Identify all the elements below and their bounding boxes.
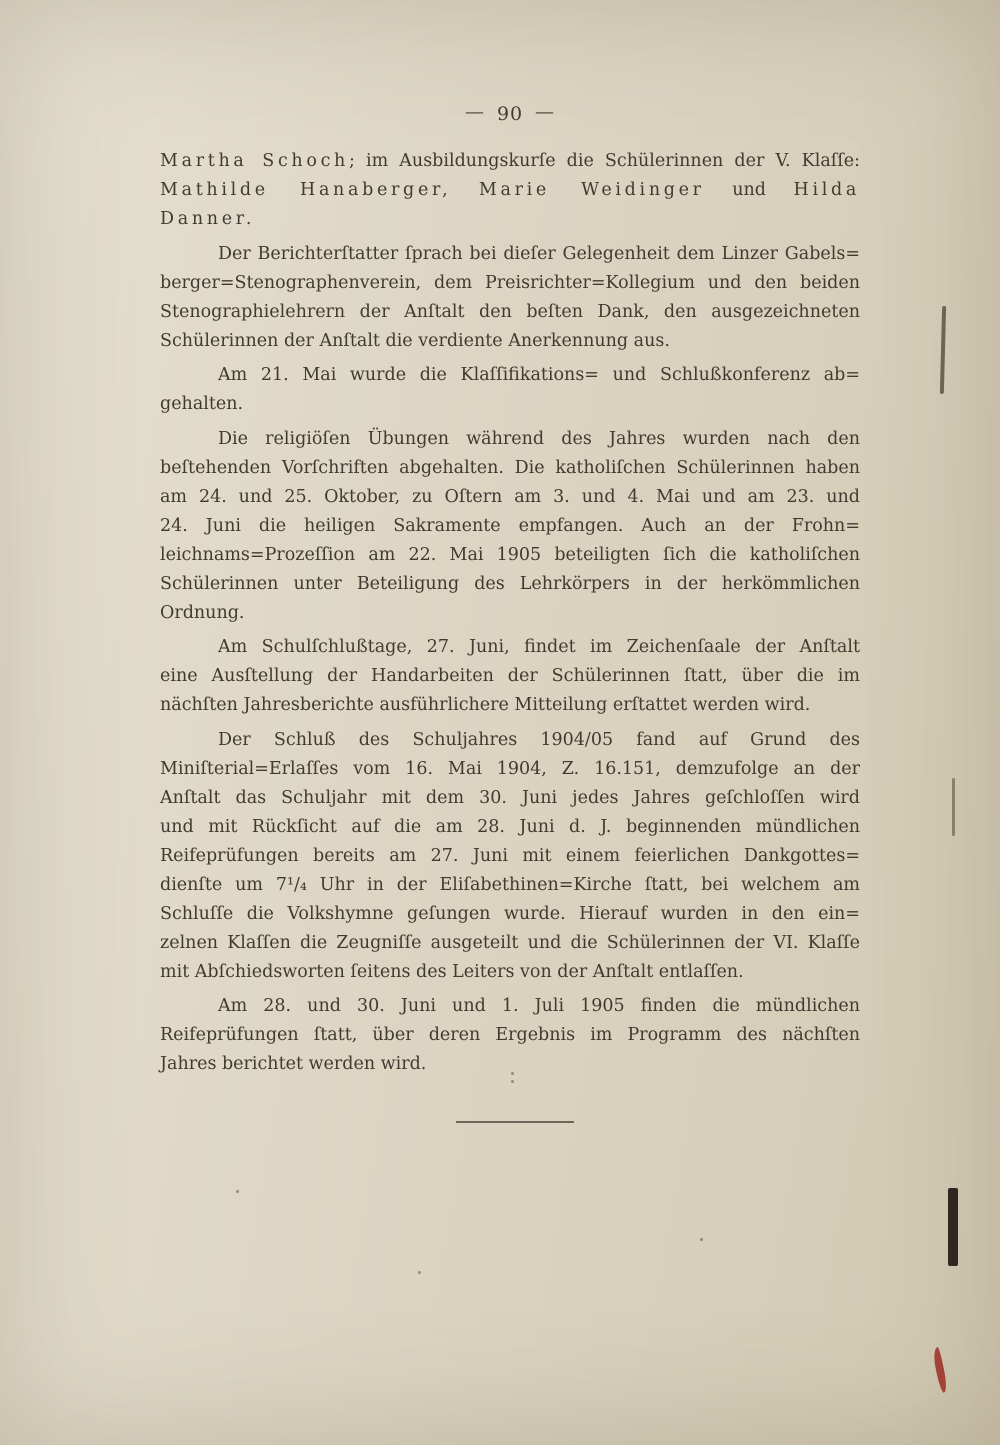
text-line: [160, 390, 860, 419]
scan-ink-mark: [940, 306, 946, 394]
text-line: [160, 755, 860, 784]
text-line: [160, 842, 860, 871]
text-line: [160, 570, 860, 599]
text-run: beſtehenden Vorſchriften abgehalten. Die katholiſchen Schülerinnen haben: [160, 457, 860, 478]
text-line: [160, 992, 860, 1021]
text-run: Stenographielehrern der Anſtalt den beſten Dank, den ausgezeichneten: [160, 301, 860, 322]
text-run: Danner.: [160, 209, 256, 229]
text-run: Ordnung.: [160, 602, 245, 623]
text-line: [160, 147, 860, 176]
scan-speck: [236, 1190, 239, 1193]
text-run: Hilda: [793, 180, 860, 200]
text-run: Am Schulſchlußtage, 27. Juni, findet im Zeichenſaale der Anſtalt: [218, 637, 860, 657]
text-run: Jahres berichtet werden wird.: [160, 1054, 427, 1074]
text-run: Schülerinnen unter Beteiligung des Lehrkörpers in der herkömmlichen: [160, 573, 860, 594]
text-run: Am 28. und 30. Juni und 1. Juli 1905 finden die mündlichen: [218, 996, 860, 1016]
text-line: [160, 784, 860, 813]
text-run: zelnen Klaſſen die Zeugniſſe ausgeteilt und die Schülerinnen der VI. Klaſſe: [160, 932, 860, 953]
text-run: [451, 180, 479, 200]
text-line: [160, 813, 860, 842]
text-line: [160, 361, 860, 390]
scan-speck: [418, 1271, 421, 1274]
text-line: [160, 483, 860, 512]
text-run: Martha Schoch: [160, 151, 349, 171]
text-line: [160, 298, 860, 327]
text-run: Anſtalt das Schuljahr mit dem 30. Juni jedes Jahres geſchloſſen wird: [160, 787, 860, 808]
text-run: und: [704, 180, 794, 200]
text-block: [160, 147, 860, 1085]
text-run: Mathilde Hanaberger,: [160, 180, 452, 200]
text-line: [160, 1050, 860, 1079]
scan-speck: [511, 1080, 514, 1083]
scan-binding-mark: [948, 1188, 958, 1266]
text-run: 24. Juni die heiligen Sakramente empfangen. Auch an der Frohn=: [160, 515, 860, 536]
text-run: Die religiöſen Übungen während des Jahres wurden nach den: [218, 428, 860, 449]
text-run: Reifeprüfungen bereits am 27. Juni mit einem feierlichen Dankgottes=: [160, 845, 860, 866]
text-line: [160, 205, 860, 234]
text-run: Miniſterial=Erlaſſes vom 16. Mai 1904, Z. 16.151, demzufolge an der: [160, 758, 860, 779]
text-run: mit Abſchiedsworten ſeitens des Leiters von der Anſtalt entlaſſen.: [160, 961, 744, 982]
page-number: 90: [496, 103, 524, 125]
text-run: Schülerinnen der Anſtalt die verdiente Anerkennung aus.: [160, 330, 670, 351]
text-line: [160, 958, 860, 987]
page-header: [160, 103, 860, 125]
scan-ink-mark: [952, 778, 955, 836]
text-line: [160, 327, 860, 356]
text-run: nächſten Jahresberichte ausführlichere Mitteilung erſtattet werden wird.: [160, 695, 811, 715]
text-line: [160, 454, 860, 483]
text-run: leichnams=Prozeſſion am 22. Mai 1905 beteiligten ſich die katholiſchen: [160, 544, 860, 565]
text-run: Der Schluß des Schuljahres 1904/05 fand auf Grund des: [218, 729, 860, 750]
text-run: dienſte um 7¹/₄ Uhr in der Eliſabethinen=Kirche ſtatt, bei welchem am: [160, 874, 860, 895]
scan-speck: [511, 1072, 514, 1075]
text-run: und mit Rückſicht auf die am 28. Juni d. J. beginnenden mündlichen: [160, 816, 860, 837]
text-line: [160, 929, 860, 958]
text-run: gehalten.: [160, 394, 244, 414]
text-line: [160, 691, 860, 720]
paragraph: [160, 425, 860, 628]
text-run: Am 21. Mai wurde die Klaſſifikations= und Schlußkonferenz ab=: [218, 365, 860, 385]
scan-speck: [700, 1238, 703, 1241]
section-end-rule: [456, 1121, 574, 1123]
paragraph: [160, 147, 860, 234]
paragraph: [160, 992, 860, 1079]
paragraph: [160, 726, 860, 987]
text-line: [160, 599, 860, 628]
text-run: Der Berichterſtatter ſprach bei dieſer Gelegenheit dem Linzer Gabels=: [218, 243, 860, 264]
text-line: [160, 240, 860, 269]
text-run: Reifeprüfungen ſtatt, über deren Ergebnis im Programm des nächſten: [160, 1025, 860, 1045]
header-dash-left: —: [465, 101, 485, 123]
text-line: [160, 871, 860, 900]
scan-red-mark: [932, 1347, 948, 1394]
text-run: Schluſſe die Volkshymne geſungen wurde. Hierauf wurden in den ein=: [160, 903, 860, 924]
text-line: [160, 900, 860, 929]
text-run: Marie Weidinger: [478, 180, 705, 200]
text-line: [160, 512, 860, 541]
text-run: eine Ausſtellung der Handarbeiten der Schülerinnen ſtatt, über die im: [160, 666, 860, 686]
text-line: [160, 726, 860, 755]
text-run: am 24. und 25. Oktober, zu Oſtern am 3. und 4. Mai und am 23. und: [160, 486, 860, 507]
text-line: [160, 176, 860, 205]
text-line: [160, 425, 860, 454]
paragraph: [160, 633, 860, 720]
paragraph: [160, 240, 860, 356]
text-line: [160, 633, 860, 662]
text-line: [160, 269, 860, 298]
text-run: berger=Stenographenverein, dem Preisrichter=Kollegium und den beiden: [160, 272, 860, 293]
text-line: [160, 1021, 860, 1050]
header-dash-right: —: [535, 101, 555, 123]
text-run: ; im Ausbildungskurſe die Schülerinnen der V. Klaſſe:: [349, 151, 860, 171]
text-line: [160, 662, 860, 691]
text-line: [160, 541, 860, 570]
paragraph: [160, 361, 860, 419]
